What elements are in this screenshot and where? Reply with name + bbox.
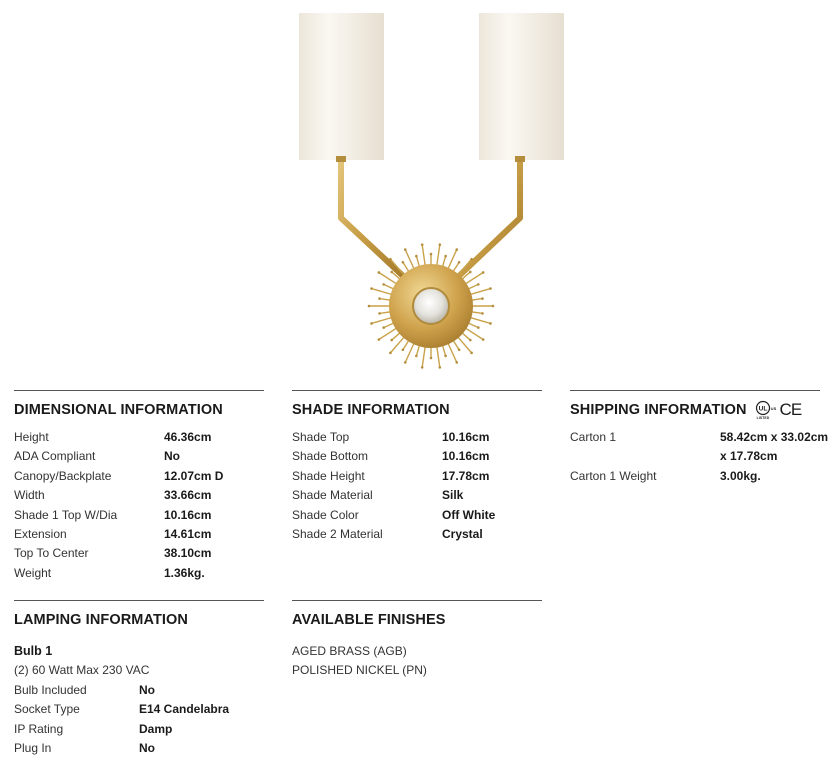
spec-label: Shade 2 Material — [292, 527, 383, 542]
spec-row — [292, 525, 542, 544]
sunburst-ray-tip — [430, 253, 433, 256]
sunburst-ray-tip — [421, 243, 424, 246]
sunburst-ray-tip — [389, 258, 392, 261]
finish-item: POLISHED NICKEL (PN) — [292, 663, 427, 678]
spec-row-continued — [570, 447, 828, 466]
spec-value: 17.78cm — [442, 468, 490, 483]
bulb-title: Bulb 1 — [14, 644, 53, 658]
spec-label: Carton 1 Weight — [570, 468, 657, 483]
sunburst-ray-tip — [489, 287, 492, 290]
sunburst-ray-tip — [378, 312, 381, 315]
section-divider — [570, 390, 820, 391]
section-title: DIMENSIONAL INFORMATION — [14, 402, 223, 418]
spec-value: 46.36cm — [164, 430, 212, 444]
spec-row — [14, 720, 264, 739]
sunburst-ray-tip — [402, 348, 405, 351]
spec-row — [292, 447, 542, 466]
shade-rows — [292, 428, 542, 544]
ul-listed-icon — [755, 400, 777, 420]
section-divider — [14, 600, 264, 601]
sunburst-ray-tip — [482, 271, 485, 274]
spec-row — [292, 467, 542, 486]
spec-label: ADA Compliant — [14, 449, 96, 464]
sunburst-ray-tip — [481, 312, 484, 315]
finishes-section — [292, 600, 542, 681]
sunburst-ray-tip — [477, 283, 480, 286]
sunburst-ray-tip — [470, 258, 473, 261]
sunburst-ray-tip — [370, 287, 373, 290]
spec-label: IP Rating — [14, 721, 64, 736]
sunburst-ray-tip — [458, 348, 461, 351]
sunburst-ray-tip — [439, 366, 442, 369]
spec-value: 1.36kg. — [164, 565, 205, 580]
spec-label: Weight — [14, 565, 52, 580]
spec-row — [14, 506, 264, 525]
spec-value: No — [139, 682, 155, 697]
spec-value: Off White — [442, 507, 496, 522]
sunburst-ray-tip — [382, 326, 385, 329]
section-title: LAMPING INFORMATION — [14, 612, 189, 628]
sunburst-ray-tip — [481, 297, 484, 300]
sunburst-ray-tip — [458, 261, 461, 264]
sunburst-ray-tip — [390, 271, 393, 274]
dimensional-rows — [14, 428, 264, 583]
sunburst-ray-tip — [455, 361, 458, 364]
sunburst-ray-tip — [382, 283, 385, 286]
spec-value: Silk — [442, 488, 464, 503]
section-divider — [292, 390, 542, 391]
sunburst-ray-tip — [421, 366, 424, 369]
spec-value: 3.00kg. — [720, 468, 761, 483]
sunburst-ray-tip — [378, 338, 381, 341]
shipping-rows — [570, 428, 828, 486]
ce-mark-icon: CE — [779, 400, 802, 419]
sunburst-ray-tip — [470, 352, 473, 355]
shade-section — [292, 390, 542, 544]
sunburst-ray-tip — [482, 338, 485, 341]
spec-value-continued: x 17.78cm — [720, 449, 778, 464]
spec-label: Shade Top — [292, 430, 350, 444]
crystal-center — [413, 288, 449, 324]
spec-value: No — [164, 449, 180, 464]
spec-label: Shade Height — [292, 468, 365, 483]
spec-row — [14, 700, 264, 719]
spec-row — [292, 506, 542, 525]
bulb-description: (2) 60 Watt Max 230 VAC — [14, 663, 150, 678]
shipping-title: SHIPPING INFORMATION — [570, 402, 747, 418]
lamping-rows — [14, 681, 264, 759]
sunburst-ray-tip — [489, 322, 492, 325]
spec-row — [14, 447, 264, 466]
spec-value: No — [139, 741, 155, 756]
spec-label: Shade Color — [292, 507, 359, 522]
right-shade — [479, 13, 564, 160]
spec-label: Plug In — [14, 741, 52, 756]
spec-label: Top To Center — [14, 546, 89, 561]
sunburst-ray-tip — [402, 261, 405, 264]
sunburst-ray-tip — [469, 271, 472, 274]
section-title — [570, 400, 828, 420]
spec-row — [14, 486, 264, 505]
sunburst-ray-tip — [368, 305, 371, 308]
spec-row — [570, 428, 828, 447]
left-socket-cup — [336, 156, 346, 162]
ul-us-text: US — [770, 406, 776, 411]
ul-mark-text: UL — [758, 405, 767, 413]
spec-value: 14.61cm — [164, 527, 212, 542]
spec-value: 58.42cm x 33.02cm — [720, 430, 829, 444]
spec-row — [292, 428, 542, 447]
sunburst-ray-tip — [430, 357, 433, 360]
section-title: AVAILABLE FINISHES — [292, 612, 446, 628]
spec-row — [14, 544, 264, 563]
finishes-list — [292, 642, 542, 681]
section-divider — [14, 390, 264, 391]
sunburst-ray-tip — [444, 355, 447, 358]
spec-value: 38.10cm — [164, 546, 212, 561]
spec-value: E14 Candelabra — [139, 702, 230, 717]
sunburst-ray-tip — [444, 255, 447, 258]
spec-label: Extension — [14, 527, 67, 542]
spec-row — [14, 739, 264, 758]
spec-row — [570, 467, 828, 486]
section-divider — [292, 600, 542, 601]
spec-row — [14, 525, 264, 544]
right-socket-cup — [515, 156, 525, 162]
spec-row — [14, 428, 264, 447]
product-image — [0, 0, 838, 378]
spec-row — [14, 564, 264, 583]
spec-label: Height — [14, 430, 49, 444]
spec-row — [14, 467, 264, 486]
spec-label: Width — [14, 488, 45, 503]
sunburst-ray-tip — [455, 248, 458, 251]
sunburst-ray-tip — [390, 339, 393, 342]
sunburst-ray-tip — [415, 255, 418, 258]
sunburst-ray-tip — [404, 361, 407, 364]
spec-value: Crystal — [442, 527, 483, 542]
spec-value: 33.66cm — [164, 488, 212, 503]
left-shade — [299, 13, 384, 160]
sunburst-ray-tip — [404, 248, 407, 251]
shipping-section — [570, 390, 828, 486]
sunburst-ray-tip — [469, 339, 472, 342]
sunburst-ray-tip — [439, 243, 442, 246]
spec-label: Shade Bottom — [292, 449, 369, 464]
lamping-section — [14, 600, 264, 758]
spec-label: Canopy/Backplate — [14, 468, 112, 483]
sunburst-ray-tip — [378, 297, 381, 300]
spec-value: 10.16cm — [164, 507, 212, 522]
spec-label: Carton 1 — [570, 430, 617, 444]
spec-label: Bulb Included — [14, 682, 87, 697]
sunburst-ray-tip — [477, 326, 480, 329]
spec-value: Damp — [139, 721, 173, 736]
spec-value: 10.16cm — [442, 449, 490, 464]
sunburst-ray-tip — [492, 305, 495, 308]
spec-row — [292, 486, 542, 505]
ul-listed-text: LISTED — [756, 416, 769, 420]
section-title: SHADE INFORMATION — [292, 402, 450, 418]
sunburst-ray-tip — [378, 271, 381, 274]
finish-item: AGED BRASS (AGB) — [292, 644, 407, 658]
spec-label: Socket Type — [14, 702, 80, 717]
certification-marks — [755, 400, 802, 420]
spec-value: 12.07cm D — [164, 468, 224, 483]
sunburst-ray-tip — [415, 355, 418, 358]
sunburst-ray-tip — [370, 322, 373, 325]
spec-row — [14, 681, 264, 700]
spec-value: 10.16cm — [442, 430, 490, 444]
spec-label: Shade 1 Top W/Dia — [14, 507, 118, 522]
sunburst-ray-tip — [389, 352, 392, 355]
spec-label: Shade Material — [292, 488, 373, 503]
dimensional-section — [14, 390, 264, 583]
